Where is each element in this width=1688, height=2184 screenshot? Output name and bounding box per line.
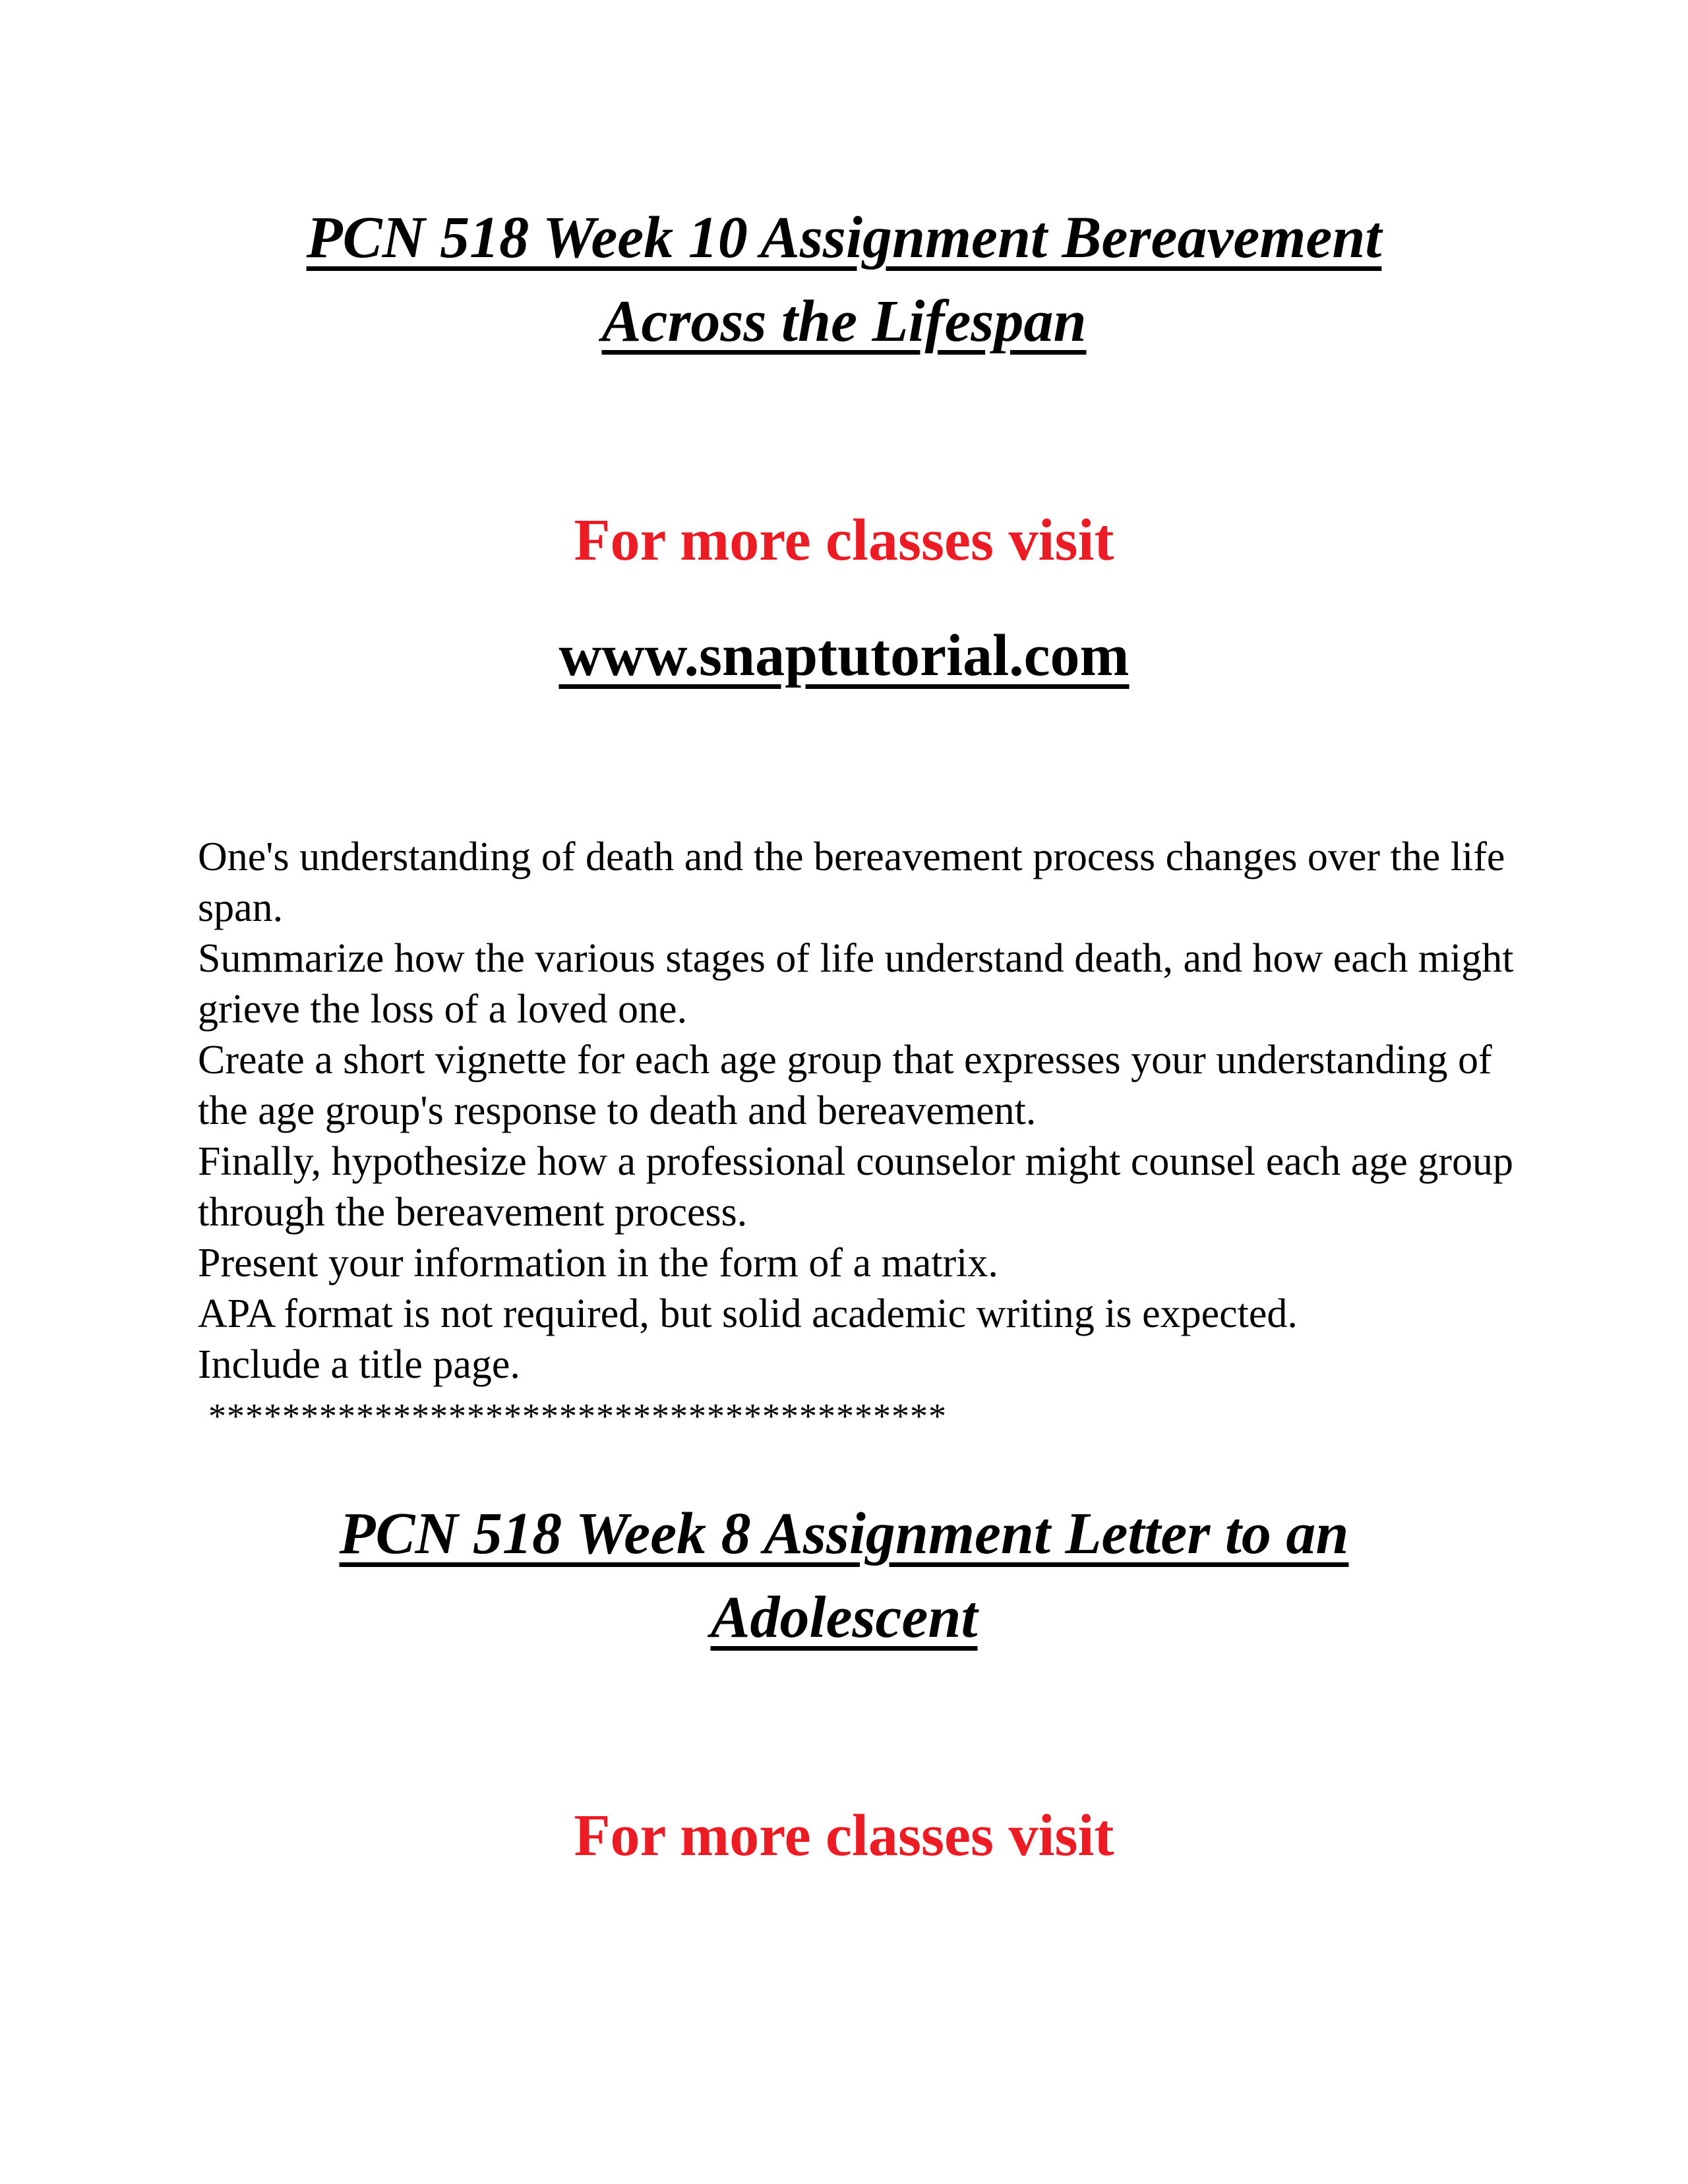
description-paragraph: One's understanding of death and the bereavement process changes over the life span.: [198, 835, 1505, 930]
visit-prompt-1: For more classes visit: [574, 508, 1114, 573]
visit-prompt-2: For more classes visit: [574, 1803, 1114, 1868]
assignment-title-1: [0, 196, 1688, 363]
assignment-description: [198, 832, 1517, 1390]
assignment-title-2: [0, 1492, 1688, 1659]
description-paragraph: Summarize how the various stages of life understand death, and how each might grieve the loss of a loved one.: [198, 936, 1514, 1032]
description-paragraph: Create a short vignette for each age group that expresses your understanding of the age group's response to death and bereavement.: [198, 1038, 1492, 1133]
assignment-title-2-line-1: PCN 518 Week 8 Assignment Letter to an: [339, 1501, 1349, 1566]
description-paragraph: APA format is not required, but solid academic writing is expected.: [198, 1291, 1298, 1336]
assignment-title-1-line-2: Across the Lifespan: [601, 289, 1087, 354]
description-paragraph: Present your information in the form of a matrix.: [198, 1241, 998, 1285]
website-link[interactable]: www.snaptutorial.com: [558, 623, 1130, 688]
assignment-title-1-line-1: PCN 518 Week 10 Assignment Bereavement: [306, 205, 1382, 270]
assignment-title-2-line-2: Adolescent: [710, 1585, 978, 1650]
description-paragraph: Finally, hypothesize how a professional counselor might counsel each age group through the bereavement process.: [198, 1139, 1513, 1235]
asterisk-separator: ****************************************: [208, 1396, 947, 1436]
website-line: [0, 620, 1688, 692]
description-paragraph: Include a title page.: [198, 1342, 520, 1387]
